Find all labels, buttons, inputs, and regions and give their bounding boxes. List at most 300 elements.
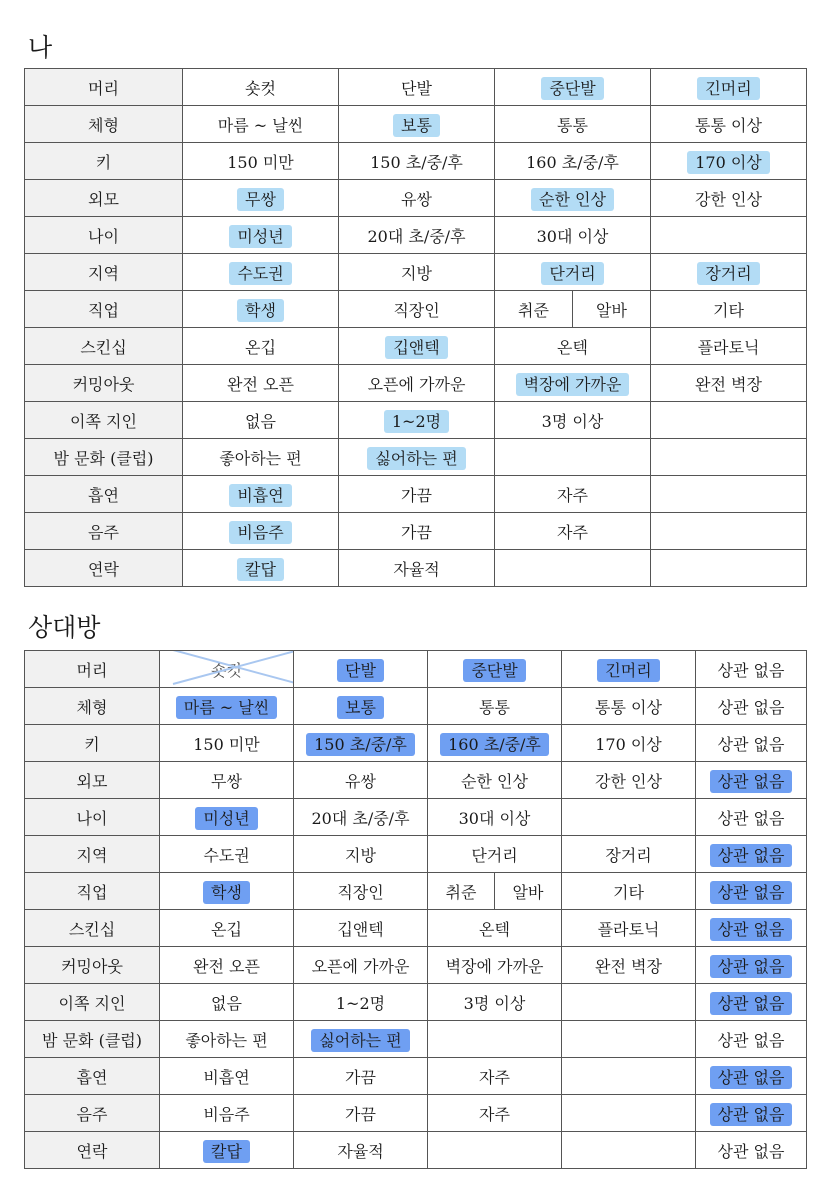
option-cell: [428, 1021, 562, 1058]
option-text: 보통: [393, 114, 440, 137]
option-cell: [696, 984, 807, 1021]
option-text: 마름 ~ 날씬: [217, 115, 304, 135]
option-cell: [294, 688, 428, 725]
option-cell: [428, 688, 562, 725]
table-row: [25, 439, 807, 476]
option-cell: [160, 1021, 294, 1058]
option-text: 학생: [203, 881, 250, 904]
option-text: 온텍: [479, 919, 510, 939]
option-cell: [562, 1058, 696, 1095]
option-cell: [651, 143, 807, 180]
option-text: 상관 없음: [710, 770, 793, 793]
option-text: 자주: [557, 485, 588, 505]
option-text: 지방: [345, 845, 376, 865]
row-label: 흡연: [25, 476, 183, 513]
table-row: [25, 688, 807, 725]
option-text: 상관 없음: [717, 808, 785, 828]
option-text: 자율적: [337, 1141, 384, 1161]
option-text: 상관 없음: [710, 992, 793, 1015]
row-label: 지역: [25, 254, 183, 291]
option-text: 싫어하는 편: [311, 1029, 409, 1052]
option-cell: [294, 873, 428, 910]
option-cell: [339, 550, 495, 587]
option-cell: [183, 439, 339, 476]
option-cell: [495, 365, 651, 402]
option-text: 없음: [245, 411, 276, 431]
option-text: 1~2명: [335, 993, 386, 1013]
row-label: 체형: [25, 106, 183, 143]
table-row: [25, 106, 807, 143]
option-text: 상관 없음: [717, 1141, 785, 1161]
option-cell: [294, 725, 428, 762]
option-text: 기타: [713, 300, 744, 320]
row-label: 음주: [25, 513, 183, 550]
option-cell: [339, 69, 495, 106]
option-cell: [495, 328, 651, 365]
option-text: 통통: [557, 115, 588, 135]
option-cell: [696, 1021, 807, 1058]
option-text: 150 초/중/후: [306, 733, 415, 756]
option-cell: [428, 1058, 562, 1095]
table-row: [25, 873, 807, 910]
option-cell: [495, 402, 651, 439]
option-text: 20대 초/중/후: [311, 808, 410, 828]
option-cell: [160, 688, 294, 725]
table-row: [25, 69, 807, 106]
option-cell: [562, 651, 696, 688]
option-text: 상관 없음: [717, 1030, 785, 1050]
row-label: 머리: [25, 69, 183, 106]
option-cell: [294, 1021, 428, 1058]
option-text: 150 미만: [227, 152, 294, 172]
option-cell: [428, 1132, 562, 1169]
option-text: 알바: [596, 300, 627, 320]
section-title-partner: 상대방: [28, 613, 101, 642]
option-cell: [495, 143, 651, 180]
option-text: 150 미만: [193, 734, 260, 754]
option-text: 상관 없음: [710, 918, 793, 941]
table-row: [25, 328, 807, 365]
row-label: 외모: [25, 180, 183, 217]
option-text: 미성년: [229, 225, 291, 248]
option-text: 비흡연: [203, 1067, 250, 1087]
option-cell: [428, 873, 495, 910]
option-text: 단거리: [471, 845, 518, 865]
option-text: 강한 인상: [595, 771, 662, 791]
option-cell: [696, 1132, 807, 1169]
option-cell: [562, 836, 696, 873]
option-cell: [651, 550, 807, 587]
option-cell: [651, 365, 807, 402]
option-cell: [160, 1095, 294, 1132]
option-cell: [294, 984, 428, 1021]
option-text: 직장인: [337, 882, 384, 902]
option-text: 직장인: [393, 300, 440, 320]
option-text: 비음주: [203, 1104, 250, 1124]
row-label: 지역: [25, 836, 160, 873]
option-text: 완전 벽장: [595, 956, 662, 976]
option-text: 보통: [337, 696, 384, 719]
option-text: 학생: [237, 299, 284, 322]
option-cell: [183, 476, 339, 513]
option-text: 장거리: [697, 262, 759, 285]
option-text: 상관 없음: [717, 734, 785, 754]
row-label: 외모: [25, 762, 160, 799]
option-cell: [651, 439, 807, 476]
option-cell: [160, 1058, 294, 1095]
row-label: 머리: [25, 651, 160, 688]
option-text: 자주: [479, 1067, 510, 1087]
option-cell: [183, 180, 339, 217]
option-cell: [160, 799, 294, 836]
table-row: [25, 762, 807, 799]
option-text: 취준: [445, 882, 477, 902]
option-cell: [696, 799, 807, 836]
option-cell: [339, 254, 495, 291]
option-text: 무쌍: [211, 771, 242, 791]
option-cell: [428, 947, 562, 984]
option-cell: [428, 762, 562, 799]
option-text: 중단발: [463, 659, 525, 682]
option-cell: [339, 217, 495, 254]
row-label: 연락: [25, 1132, 160, 1169]
option-cell: [562, 984, 696, 1021]
option-cell: [651, 476, 807, 513]
option-text: 160 초/중/후: [526, 152, 619, 172]
option-text: 깁앤텍: [385, 336, 447, 359]
table-row: [25, 550, 807, 587]
option-text: 지방: [401, 263, 432, 283]
option-cell: [651, 106, 807, 143]
option-text: 칼답: [237, 558, 284, 581]
option-cell: [696, 1058, 807, 1095]
option-text: 순한 인상: [461, 771, 528, 791]
row-label: 이쪽 지인: [25, 984, 160, 1021]
option-cell: [696, 688, 807, 725]
option-text: 중단발: [541, 77, 603, 100]
row-label: 흡연: [25, 1058, 160, 1095]
option-cell: [428, 799, 562, 836]
option-text: 없음: [211, 993, 242, 1013]
row-label: 스킨십: [25, 910, 160, 947]
section-title-me: 나: [28, 33, 53, 62]
option-cell: [294, 947, 428, 984]
option-text: 1~2명: [384, 410, 449, 433]
option-cell: [495, 873, 562, 910]
option-text: 상관 없음: [710, 844, 793, 867]
option-cell: [696, 1095, 807, 1132]
option-text: 장거리: [605, 845, 652, 865]
option-cell: [562, 762, 696, 799]
table-row: [25, 217, 807, 254]
row-label: 키: [25, 143, 183, 180]
option-text: 170 이상: [687, 151, 770, 174]
option-cell: [160, 836, 294, 873]
option-text: 완전 오픈: [227, 374, 294, 394]
row-label: 이쪽 지인: [25, 402, 183, 439]
option-text: 벽장에 가까운: [445, 956, 544, 976]
option-cell: [651, 513, 807, 550]
option-text: 가끔: [401, 522, 432, 542]
option-cell: [183, 550, 339, 587]
option-text: 유쌍: [345, 771, 376, 791]
option-cell: [183, 328, 339, 365]
option-cell: [428, 651, 562, 688]
option-cell: [651, 328, 807, 365]
option-text: 20대 초/중/후: [367, 226, 466, 246]
option-cell: [339, 513, 495, 550]
option-cell: [339, 180, 495, 217]
option-text: 긴머리: [697, 77, 759, 100]
partner-preference-table: [24, 650, 807, 1169]
option-text: 기타: [613, 882, 644, 902]
option-cell: [160, 873, 294, 910]
option-cell: [495, 217, 651, 254]
row-label: 밤 문화 (클럽): [25, 439, 183, 476]
option-text: 깁앤텍: [337, 919, 384, 939]
option-text: 상관 없음: [710, 955, 793, 978]
option-text: 가끔: [401, 485, 432, 505]
option-cell: [562, 1095, 696, 1132]
table-row: [25, 254, 807, 291]
table-row: [25, 1021, 807, 1058]
option-cell: [339, 328, 495, 365]
option-text: 상관 없음: [710, 1103, 793, 1126]
table-row: [25, 476, 807, 513]
option-cell: [562, 799, 696, 836]
option-text: 단발: [337, 659, 384, 682]
option-text: 비흡연: [229, 484, 291, 507]
option-cell: [160, 910, 294, 947]
row-label: 연락: [25, 550, 183, 587]
option-text: 순한 인상: [531, 188, 614, 211]
option-cell: [495, 550, 651, 587]
option-cell: [183, 291, 339, 328]
option-cell: [696, 651, 807, 688]
option-cell: [562, 725, 696, 762]
option-text: 3명 이상: [463, 993, 526, 1013]
option-cell: [339, 402, 495, 439]
option-cell: [294, 762, 428, 799]
option-cell: [562, 910, 696, 947]
option-cell: [339, 291, 495, 328]
option-text: 벽장에 가까운: [516, 373, 630, 396]
option-text: 가끔: [345, 1104, 376, 1124]
option-text: 상관 없음: [710, 881, 793, 904]
option-text: 칼답: [203, 1140, 250, 1163]
option-cell: [183, 254, 339, 291]
option-cell: [160, 984, 294, 1021]
option-cell: [160, 725, 294, 762]
row-label: 밤 문화 (클럽): [25, 1021, 160, 1058]
option-cell: [339, 143, 495, 180]
option-cell: [495, 254, 651, 291]
table-row: [25, 143, 807, 180]
option-text: 오픈에 가까운: [367, 374, 466, 394]
row-label: 키: [25, 725, 160, 762]
option-cell: [495, 513, 651, 550]
option-text: 좋아하는 편: [185, 1030, 268, 1050]
option-cell: [562, 1021, 696, 1058]
option-cell: [183, 143, 339, 180]
option-cell: [183, 365, 339, 402]
option-cell: [160, 651, 294, 688]
option-cell: [183, 69, 339, 106]
option-text: 단발: [401, 78, 432, 98]
option-cell: [339, 365, 495, 402]
option-text: 30대 이상: [458, 808, 531, 828]
option-cell: [696, 762, 807, 799]
option-cell: [294, 651, 428, 688]
option-cell: [428, 836, 562, 873]
option-text: 통통 이상: [695, 115, 762, 135]
option-text: 긴머리: [597, 659, 659, 682]
option-text: 무쌍: [237, 188, 284, 211]
table-row: [25, 910, 807, 947]
table-row: [25, 180, 807, 217]
option-cell: [495, 180, 651, 217]
option-text: 자주: [479, 1104, 510, 1124]
option-text: 오픈에 가까운: [311, 956, 410, 976]
option-text: 싫어하는 편: [367, 447, 465, 470]
option-cell: [428, 984, 562, 1021]
option-cell: [562, 688, 696, 725]
option-text: 취준: [518, 300, 549, 320]
option-text: 온깁: [211, 919, 242, 939]
option-cell: [160, 947, 294, 984]
option-text: 온깁: [245, 337, 276, 357]
row-label: 커밍아웃: [25, 365, 183, 402]
option-cell: [696, 873, 807, 910]
row-label: 직업: [25, 873, 160, 910]
option-text: 알바: [512, 882, 544, 902]
option-text: 미성년: [195, 807, 257, 830]
option-text: 통통 이상: [595, 697, 662, 717]
option-text: 온텍: [557, 337, 588, 357]
option-text: 자주: [557, 522, 588, 542]
table-row: [25, 402, 807, 439]
option-cell: [651, 217, 807, 254]
option-cell: [183, 217, 339, 254]
option-cell: [339, 476, 495, 513]
table-row: [25, 365, 807, 402]
table-row: [25, 513, 807, 550]
option-text: 유쌍: [401, 189, 432, 209]
option-text: 30대 이상: [536, 226, 609, 246]
option-text: 마름 ~ 날씬: [176, 696, 277, 719]
option-text: 가끔: [345, 1067, 376, 1087]
option-text: 상관 없음: [710, 1066, 793, 1089]
table-row: [25, 651, 807, 688]
option-text: 150 초/중/후: [370, 152, 463, 172]
option-cell: [651, 402, 807, 439]
option-text: [211, 658, 242, 681]
option-cell: [495, 476, 651, 513]
row-label: 직업: [25, 291, 183, 328]
option-text: 플라토닉: [597, 919, 660, 939]
option-cell: [183, 106, 339, 143]
option-cell: [696, 725, 807, 762]
option-text: 160 초/중/후: [440, 733, 549, 756]
option-cell: [562, 1132, 696, 1169]
option-cell: [495, 439, 651, 476]
option-text: 좋아하는 편: [219, 448, 302, 468]
option-cell: [495, 69, 651, 106]
row-label: 체형: [25, 688, 160, 725]
crossed-text: 숏컷: [211, 660, 242, 680]
table-row: [25, 291, 807, 328]
option-cell: [160, 1132, 294, 1169]
option-cell: [495, 106, 651, 143]
option-cell: [294, 910, 428, 947]
row-label: 커밍아웃: [25, 947, 160, 984]
option-cell: [294, 1095, 428, 1132]
option-text: 강한 인상: [695, 189, 762, 209]
option-cell: [428, 725, 562, 762]
option-cell: [183, 513, 339, 550]
option-text: 단거리: [541, 262, 603, 285]
option-text: 3명 이상: [541, 411, 604, 431]
option-cell: [294, 1058, 428, 1095]
option-text: 완전 벽장: [695, 374, 762, 394]
table-row: [25, 1132, 807, 1169]
option-text: 상관 없음: [717, 697, 785, 717]
table-row: [25, 725, 807, 762]
option-text: 상관 없음: [717, 660, 785, 680]
row-label: 나이: [25, 217, 183, 254]
option-cell: [651, 254, 807, 291]
option-text: 통통: [479, 697, 510, 717]
table-row: [25, 984, 807, 1021]
row-label: 음주: [25, 1095, 160, 1132]
option-cell: [495, 291, 573, 328]
option-text: 플라토닉: [697, 337, 760, 357]
option-text: 170 이상: [595, 734, 662, 754]
option-cell: [651, 69, 807, 106]
option-text: 자율적: [393, 559, 440, 579]
option-cell: [183, 402, 339, 439]
table-row: [25, 836, 807, 873]
option-cell: [651, 291, 807, 328]
option-text: 비음주: [229, 521, 291, 544]
cross-out-mark: [171, 651, 293, 686]
option-text: 수도권: [203, 845, 250, 865]
option-cell: [573, 291, 651, 328]
option-text: 수도권: [229, 262, 291, 285]
option-cell: [294, 1132, 428, 1169]
option-text: 숏컷: [245, 78, 276, 98]
my-profile-table: [24, 68, 807, 587]
table-row: [25, 799, 807, 836]
option-cell: [696, 947, 807, 984]
option-cell: [562, 873, 696, 910]
option-cell: [696, 910, 807, 947]
table-row: [25, 1095, 807, 1132]
table-row: [25, 1058, 807, 1095]
option-cell: [562, 947, 696, 984]
option-cell: [294, 799, 428, 836]
option-cell: [651, 180, 807, 217]
row-label: 나이: [25, 799, 160, 836]
row-label: 스킨십: [25, 328, 183, 365]
option-cell: [428, 1095, 562, 1132]
option-cell: [339, 439, 495, 476]
option-cell: [696, 836, 807, 873]
option-text: 완전 오픈: [193, 956, 260, 976]
table-row: [25, 947, 807, 984]
option-cell: [428, 910, 562, 947]
option-cell: [339, 106, 495, 143]
